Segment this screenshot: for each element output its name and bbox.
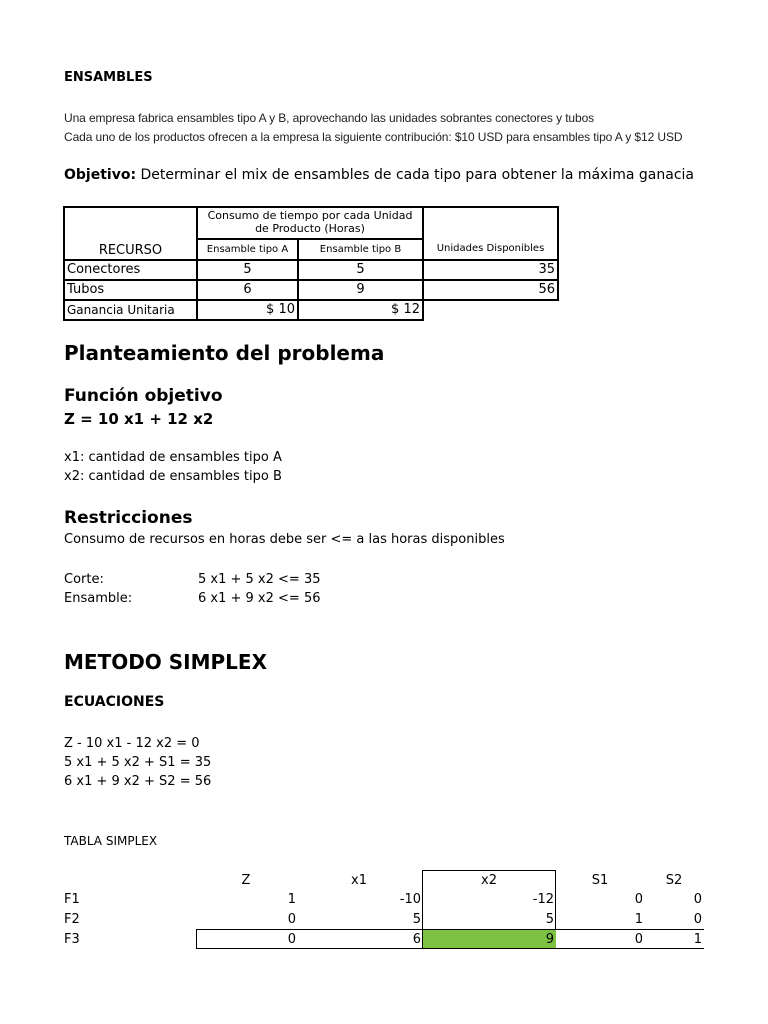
col-ensamble-b: Ensamble tipo B [298,239,423,260]
intro-line-1: Una empresa fabrica ensambles tipo A y B, aprovechando las unidades sobrantes conectores y tubos [64,111,595,125]
equation: 5 x1 + 5 x2 + S1 = 35 [64,755,212,770]
row-name: Conectores [64,260,197,280]
pivot-value: 9 [545,932,554,947]
row-b: 9 [298,280,423,300]
cell: 6 [412,932,421,947]
planteamiento-heading: Planteamiento del problema [64,341,385,365]
col-header-s2: S2 [665,873,683,888]
consumo-header: Consumo de tiempo por cada Unidad de Producto (Horas) [197,207,423,239]
equation: Z - 10 x1 - 12 x2 = 0 [64,736,200,751]
var-x1: x1: cantidad de ensambles tipo A [64,450,282,465]
cell: 0 [693,912,702,927]
cell: 1 [287,892,296,907]
page-title: ENSAMBLES [64,70,153,85]
constraint-label: Corte: [64,572,104,587]
funcion-objetivo-heading: Función objetivo [64,386,223,406]
row-a: 6 [197,280,298,300]
units-header: Unidades Disponibles [423,207,558,260]
col-header-s1: S1 [591,873,609,888]
cell: 0 [634,892,643,907]
row-label-f1: F1 [64,892,80,907]
ecuaciones-heading: ECUACIONES [64,694,165,710]
table-row [64,300,558,320]
cell: 0 [634,932,643,947]
empty-cell [423,300,558,320]
table-row [64,280,558,300]
cell: 1 [634,912,643,927]
objective-label: Objetivo: [64,167,137,183]
cell: 5 [412,912,421,927]
cell: -10 [399,892,421,907]
tabla-simplex-label: TABLA SIMPLEX [64,834,158,848]
restricciones-desc: Consumo de recursos en horas debe ser <= a las horas disponibles [64,532,505,547]
row-b: 5 [298,260,423,280]
intro-line-2: Cada uno de los productos ofrecen a la empresa la siguiente contribución: $10 USD para ensambles tipo A y $12 USD [64,130,683,144]
equation: 6 x1 + 9 x2 + S2 = 56 [64,774,212,789]
cell: 0 [693,892,702,907]
restricciones-heading: Restricciones [64,508,193,528]
profit-label: Ganancia Unitaria [64,300,197,320]
constraint-expr: 6 x1 + 9 x2 <= 56 [198,591,321,606]
col-header-z: Z [241,873,251,888]
row-label-f2: F2 [64,912,80,927]
resource-table [63,206,559,321]
row-units: 56 [423,280,558,300]
profit-b: $ 12 [298,300,423,320]
col-ensamble-a: Ensamble tipo A [197,239,298,260]
row-units: 35 [423,260,558,280]
cell: 5 [545,912,554,927]
row-a: 5 [197,260,298,280]
row-label-f3: F3 [64,932,80,947]
cell: 1 [693,932,702,947]
table-row [64,260,558,280]
row-name: Tubos [64,280,197,300]
col-header-x1: x1 [351,873,367,888]
cell: 0 [287,912,296,927]
cell: 0 [287,932,296,947]
recurso-header: RECURSO [64,207,197,260]
profit-a: $ 10 [197,300,298,320]
simplex-heading: METODO SIMPLEX [64,650,268,674]
cell: -12 [532,892,554,907]
constraint-expr: 5 x1 + 5 x2 <= 35 [198,572,321,587]
funcion-objetivo-eq: Z = 10 x1 + 12 x2 [64,410,214,428]
constraint-label: Ensamble: [64,591,133,606]
var-x2: x2: cantidad de ensambles tipo B [64,469,282,484]
col-header-x2: x2 [481,873,497,888]
objective [64,167,694,183]
objective-text: Determinar el mix de ensambles de cada tipo para obtener la máxima ganacia [140,167,694,183]
